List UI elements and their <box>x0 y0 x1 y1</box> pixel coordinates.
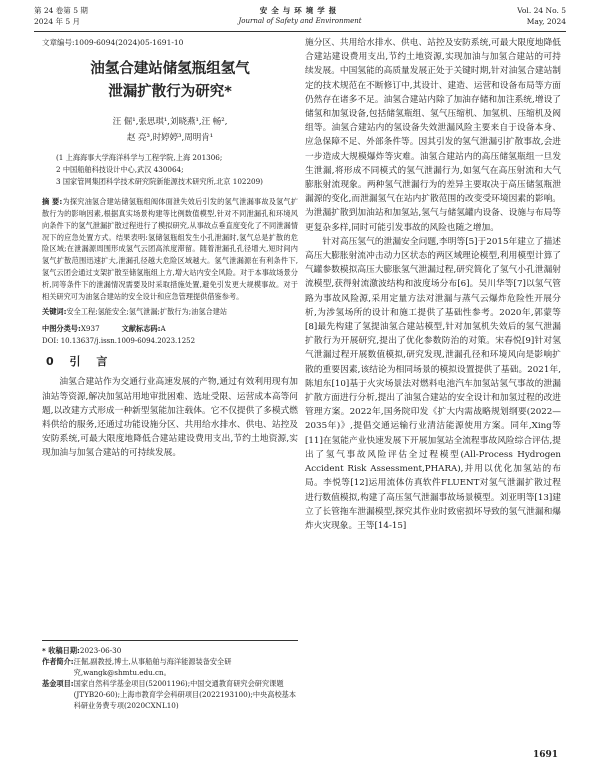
doc-code-label: 文献标志码: <box>121 324 161 334</box>
authors <box>42 114 298 146</box>
footnote-funding <box>42 678 298 711</box>
article-id: 文章编号:1009-6094(2024)05-1691-10 <box>42 38 184 47</box>
header-center <box>34 5 566 27</box>
doc-code-value: A <box>160 324 166 334</box>
header-right <box>517 5 566 27</box>
title-line-2: 泄漏扩散行为研究* <box>108 84 232 101</box>
left-column <box>42 36 298 461</box>
footnote-label: 基金项目: <box>42 679 74 688</box>
footnote-value: 2023-06-30 <box>79 646 122 655</box>
date-en: May, 2024 <box>526 17 566 26</box>
footnote-value: 汪倔,副教授,博士,从事船舶与海洋能源装备安全研究,wangk@shmtu.edu.cn。 <box>73 657 232 677</box>
title-line-1: 油氢合建站储氢瓶组氢气 <box>90 61 250 78</box>
authors-line-2: 赵 亮³,时婷婷³,周明肯¹ <box>126 133 214 144</box>
affiliation-1: (1 上海海事大学海洋科学与工程学院,上海 201306; <box>56 153 223 163</box>
abstract <box>42 196 298 302</box>
keywords-label: 关键词: <box>42 307 67 317</box>
left-body-paragraph: 油氢合建站作为交通行业高速发展的产物,通过有效利用现有加油站等资源,解决加氢站用地审批困难、选址受限、运营成本高等问题,以改建方式形成一种新型氢能加注载体。它不仅提供了多模式燃料供给的服务,还通过功能设施分区、共用给水排水、供电、站控及安防系统,可最大限度地降低合建站建设费用支出,节约土地资源,实现加油与加氢合建站的可持续发展。 <box>42 377 298 459</box>
clc-value: X937 <box>80 324 100 334</box>
journal-name-cn: 安全与环境学报 <box>259 6 341 15</box>
affiliation-2: 2 中国船舶科技设计中心,武汉 430064; <box>56 165 184 175</box>
volume-issue-cn: 第 24 卷第 5 期 <box>34 6 88 15</box>
footnote-received <box>42 645 298 656</box>
abstract-text: 为探究油氢合建站储氢瓶组阀体面泄失效后引发的氢气泄漏事故及氢气扩散行为的影响因素,根据真实场景构建等比例数值模型,针对不同泄漏孔和环境风向条件下的氢气泄漏扩散过程进行了模拟研究,从事故点垂直度变化了不同泄漏情况下的应急处置方式。结果表明:氢储氢瓶组发生小孔泄漏时,氢气总是扩散的危险区域;在泄漏源周围形成氢气云团高浓度滞留。随着泄漏孔孔径增大,短时间内氢气扩散范围迅速扩大,泄漏孔径越大危险区域越大。氢气泄漏源在有利条件下,氢气云团会通过支架扩散至储氢瓶组上方,增大站内安全风险。对于本事故场景分析,同等条件下的泄漏情况需要及时采取措施处置,避免引发更大规模事故。对于相关研究可为油氢合建站的安全设计和应急管理提供借鉴参考。 <box>42 197 298 301</box>
footnote-label: * 收稿日期: <box>42 646 80 655</box>
authors-line-1: 汪 倔¹,张思琪¹,刘晓燕¹,汪 畅², <box>112 117 228 128</box>
right-body-paragraph-1: 施分区、共用给水排水、供电、站控及安防系统,可最大限度地降低合建站建设费用支出,节约土地资源,实现加油与加氢合建站的可持续发展。中国氢能的高质量发展正处于关键时期,针对油氢合建站制定的技术规范在不断修订中,其设计、建造、运营和设备布局等方面仍然存在诸多不足。油氢合建站内除了加油存储和加注系统,增设了储氢和加氢设备,包括储氢瓶组、氢气压缩机、加氢机、压缩机及阀组等。油氢合建站内的氢设备失效泄漏风险主要来自于设备本身、应急保障不足、外部条件等。因其引发的氢气泄漏引扩散事故,会进一步造成大规模爆炸等灾难。油氢合建站内的高压储氢瓶组一旦发生泄漏,将形成不同模式的氢气泄漏行为,如氢气在高压射流和大气膨胀射流现象。两种氢气泄漏行为的差异主要取决于高压储氢瓶泄漏源的变化,而泄漏氢气在站内扩散范围的改变受环境因素的影响。为泄漏扩散到加油站和加氢站,氢气与储氢罐内设备、设施与布局等更复杂多样,同时可能引发事故的风险也随之增加。 <box>305 38 561 233</box>
doi: DOI: 10.13637/j.issn.1009-6094.2023.1252 <box>42 337 196 346</box>
abstract-label: 摘 要: <box>42 197 63 207</box>
journal-name-en: Journal of Safety and Environment <box>238 17 362 25</box>
keywords-text: 安全工程;氢能安全;氢气泄漏;扩散行为;油氢合建站 <box>66 307 228 317</box>
page-number: 1691 <box>532 750 558 760</box>
footnote-author <box>42 656 298 678</box>
keywords <box>42 306 298 318</box>
right-column <box>305 36 561 533</box>
paper-title <box>42 58 298 104</box>
clc-label: 中图分类号: <box>42 324 81 334</box>
volume-issue-en: Vol. 24 No. 5 <box>517 6 566 15</box>
journal-header <box>34 4 566 32</box>
affiliation-3: 3 国家管网集团科学技术研究院新能源技术研究所,北京 102209) <box>56 177 263 187</box>
right-body-paragraph-2: 针对高压氢气的泄漏安全问题,李明等[5]于2015年建立了描述高压大膨胀射流冲击动力区状态的两区域理论模型,利用模型计算了气罐参数模拟高压大膨胀氢气泄漏过程,研究简化了氢气小孔泄漏射流模型,获得射流激波结构和波度场分布[6]。吴川华等[7]以氢气管路为事故风险源,采用定量方法对泄漏与蒸气云爆炸危险性开展分析,为涉氢场所的设计和施工提供了基础性参考。2020年,郭蒙等[8]最先构建了氢提油氢合建站模型,针对加氢机失效后的氢气泄漏扩散行为开展研究,提出了优化参数防治的对策。宋春悦[9]针对氢气泄漏过程开展数值模拟,研究发现,泄漏孔径和环境风向是影响扩散的重要因素,该结论为相同场景的模拟设置提供了基础。2021年,陈旭东[10]基于火灾场景法对燃料电池汽车加氢站氢气事故的泄漏扩散方面进行分析,提出了油氢合建站的安全设计和加氢过程的改进管理方案。2022年,国务院印发《扩大内需战略规划纲要(2022—2035年)》,提倡交通运输行业清洁能源使用方案。同年,Xing等[11]在氢能产业快速发展下开展加氢站全流程事故风险综合评估,提出了氢气事故风险评估全过程模型(All-Process Hydrogen Accident Risk Assessment,PHARA),并用以优化加氢站的布局。李悦等[12]运用流体仿真软件FLUENT对氢气泄漏扩散过程进行数值模拟,构建了高压氢气泄漏事故场景模型。刘亚明等[13]建立了长管拖车泄漏模型,探究其作业时致密损坏导致的氢气泄漏和爆炸火灾现象。王等[14-15] <box>305 236 561 531</box>
footnotes <box>42 640 298 711</box>
date-cn: 2024 年 5 月 <box>34 17 81 26</box>
footnote-value: 国家自然科学基金项目(52001196);中国交通教育研究会研究课题(JTYB20-60);上海市教育学会科研项目(2022193100);中央高校基本科研业务费专项(2020CXNL10) <box>73 679 297 710</box>
footnote-label: 作者简介: <box>42 657 74 666</box>
classification <box>42 323 298 335</box>
affiliations <box>42 152 298 188</box>
section-title: 0 引 言 <box>46 355 114 369</box>
